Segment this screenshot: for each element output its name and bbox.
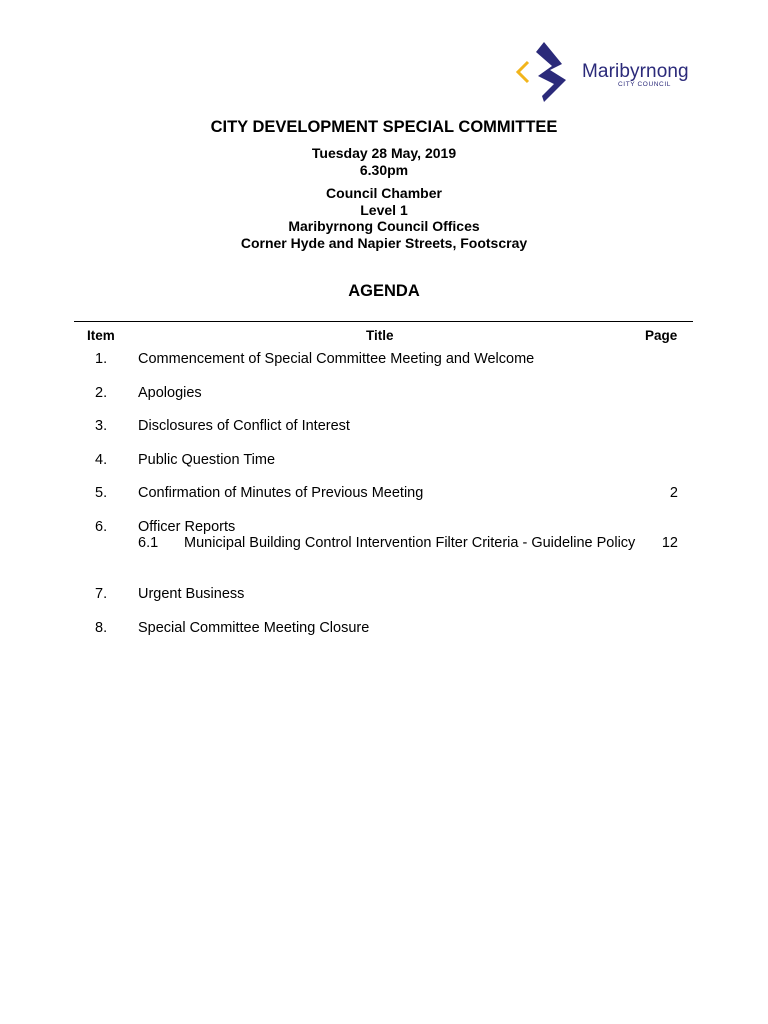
council-logo bbox=[514, 40, 694, 104]
item-page: 2 bbox=[669, 485, 678, 501]
agenda-heading: AGENDA bbox=[348, 282, 420, 300]
meeting-time: 6.30pm bbox=[359, 161, 409, 178]
item-title: Confirmation of Minutes of Previous Meeting bbox=[138, 485, 424, 501]
sub-item-title: Municipal Building Control Intervention Filter Criteria - Guideline Policy bbox=[184, 535, 636, 551]
venue-building: Maribyrnong Council Offices bbox=[288, 218, 480, 234]
page-title: CITY DEVELOPMENT SPECIAL COMMITTEE bbox=[210, 118, 558, 136]
item-title: Apologies bbox=[138, 385, 202, 401]
logo-wordmark: Maribyrnong bbox=[582, 61, 689, 82]
item-number: 6. bbox=[95, 519, 108, 535]
item-number: 5. bbox=[95, 485, 108, 501]
venue-room: Council Chamber bbox=[326, 185, 442, 201]
item-number: 1. bbox=[95, 351, 108, 367]
meeting-datetime bbox=[0, 145, 768, 178]
item-title: Commencement of Special Committee Meeting and Welcome bbox=[138, 351, 535, 367]
logo-subtitle: CITY COUNCIL bbox=[618, 81, 671, 88]
item-title: Disclosures of Conflict of Interest bbox=[138, 418, 350, 434]
item-number: 3. bbox=[95, 418, 108, 434]
sub-item-number: 6.1 bbox=[138, 535, 159, 551]
maribyrnong-emblem-icon bbox=[514, 40, 584, 104]
item-title: Special Committee Meeting Closure bbox=[138, 620, 370, 636]
meeting-date: Tuesday 28 May, 2019 bbox=[311, 145, 457, 161]
item-number: 2. bbox=[95, 385, 108, 401]
venue-address: Corner Hyde and Napier Streets, Footscray bbox=[240, 234, 528, 251]
meeting-venue bbox=[0, 185, 768, 251]
column-header-item: Item bbox=[87, 328, 115, 343]
sub-item-page: 12 bbox=[661, 535, 678, 551]
item-title: Urgent Business bbox=[138, 586, 245, 602]
item-number: 4. bbox=[95, 452, 108, 468]
table-divider bbox=[74, 321, 693, 322]
column-header-page: Page bbox=[645, 328, 678, 343]
item-number: 8. bbox=[95, 620, 108, 636]
item-number: 7. bbox=[95, 586, 108, 602]
item-title: Public Question Time bbox=[138, 452, 276, 468]
column-header-title: Title bbox=[366, 328, 394, 343]
venue-level: Level 1 bbox=[360, 201, 408, 218]
item-title: Officer Reports bbox=[138, 519, 236, 535]
